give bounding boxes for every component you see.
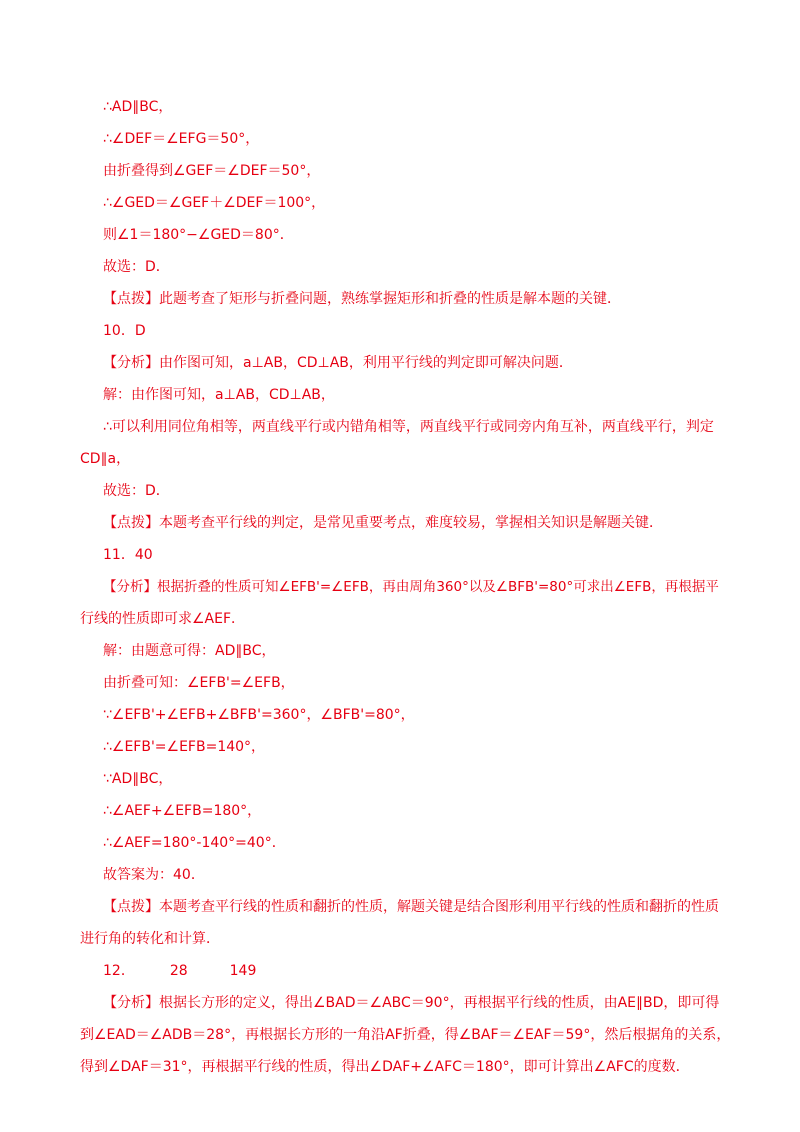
solution-line: ∴∠EFB'=∠EFB=140°，	[103, 739, 266, 755]
solution-line: ∵AD∥BC，	[103, 771, 173, 787]
analysis-line: 行线的性质即可求∠AEF．	[80, 611, 246, 627]
solution-line: ∴可以利用同位角相等，两直线平行或内错角相等，两直线平行或同旁内角互补，两直线平行，判定	[103, 419, 714, 435]
question-number: 11．40	[103, 547, 153, 563]
solution-line: ∴AD∥BC，	[103, 99, 173, 115]
solution-line: 则∠1＝180°−∠GED＝80°．	[103, 227, 294, 243]
solution-line: ∵∠EFB'+∠EFB+∠BFB'=360°，∠BFB'=80°，	[103, 707, 415, 723]
analysis-line: 【分析】由作图可知，a⊥AB，CD⊥AB，利用平行线的判定即可解决问题．	[103, 355, 573, 371]
solution-line: 解：由题意可得：AD∥BC，	[103, 643, 276, 659]
solution-line: 由折叠可知：∠EFB'=∠EFB，	[103, 675, 295, 691]
analysis-line: 【分析】根据长方形的定义，得出∠BAD＝∠ABC＝90°，再根据平行线的性质，由AE∥BD，即可得	[103, 995, 720, 1011]
solution-line: ∴∠DEF＝∠EFG＝50°，	[103, 131, 260, 147]
comment-line: 【点拨】此题考查了矩形与折叠问题，熟练掌握矩形和折叠的性质是解本题的关键．	[103, 291, 621, 307]
answer-line: 故选：D．	[103, 483, 170, 499]
answer-line: 故答案为：40．	[103, 867, 205, 883]
question-number: 12． 28 149	[103, 963, 257, 979]
solution-line: 由折叠得到∠GEF＝∠DEF＝50°，	[103, 163, 321, 179]
solution-line: ∴∠AEF=180°-140°=40°．	[103, 835, 286, 851]
solution-line: 解：由作图可知，a⊥AB，CD⊥AB，	[103, 387, 335, 403]
analysis-line: 到∠EAD＝∠ADB＝28°，再根据长方形的一角沿AF折叠，得∠BAF＝∠EAF＝59°，然后根据角的关系，	[80, 1027, 731, 1043]
answer-line: 故选：D．	[103, 259, 170, 275]
comment-line: 进行角的转化和计算．	[80, 931, 220, 947]
solution-line: ∴∠AEF+∠EFB=180°，	[103, 803, 262, 819]
solution-line: CD∥a，	[80, 451, 131, 467]
question-number: 10．D	[103, 323, 146, 339]
comment-line: 【点拨】本题考查平行线的性质和翻折的性质，解题关键是结合图形利用平行线的性质和翻折的性质	[103, 899, 719, 915]
comment-line: 【点拨】本题考查平行线的判定，是常见重要考点，难度较易，掌握相关知识是解题关键．	[103, 515, 663, 531]
analysis-line: 【分析】根据折叠的性质可知∠EFB'=∠EFB，再由周角360°以及∠BFB'=80°可求出∠EFB，再根据平	[103, 579, 719, 595]
solution-line: ∴∠GED＝∠GEF＋∠DEF＝100°，	[103, 195, 326, 211]
analysis-line: 得到∠DAF＝31°，再根据平行线的性质，得出∠DAF+∠AFC＝180°，即可计算出∠AFC的度数．	[80, 1059, 690, 1075]
